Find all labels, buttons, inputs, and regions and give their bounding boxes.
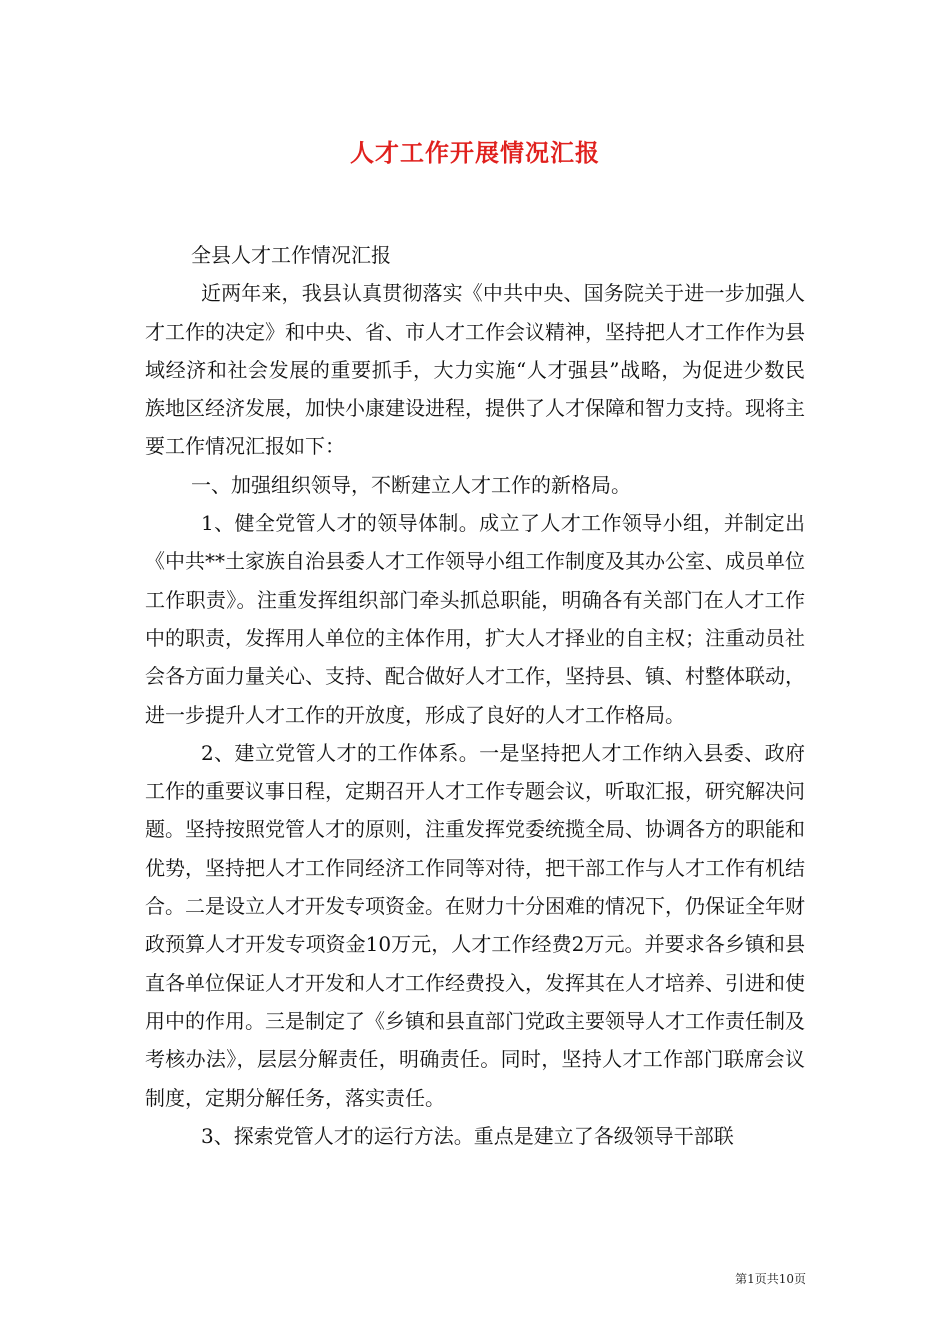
item-paragraph-1: 1、健全党管人才的领导体制。成立了人才工作领导小组，并制定出《中共**土家族自治县委人才工作领导小组工作制度及其办公室、成员单位工作职责》。注重发挥组织部门牵头抓总职能，明确各有关部门在人才工作中的职责，发挥用人单位的主体作用，扩大人才择业的自主权；注重动员社会各方面力量关心、支持、配合做好人才工作，坚持县、镇、村整体联动，进一步提升人才工作的开放度，形成了良好的人才工作格局。	[145, 511, 805, 727]
item-paragraph-3: 3、探索党管人才的运行方法。重点是建立了各级领导干部联	[201, 1123, 734, 1148]
document-title: 人才工作开展情况汇报	[350, 138, 600, 167]
section-heading-1: 一、加强组织领导，不断建立人才工作的新格局。	[191, 472, 631, 497]
subtitle-paragraph: 全县人才工作情况汇报	[191, 243, 391, 267]
document-body	[145, 236, 805, 1155]
item-paragraph-2: 2、建立党管人才的工作体系。一是坚持把人才工作纳入县委、政府工作的重要议事日程，定期召开人才工作专题会议，听取汇报，研究解决问题。坚持按照党管人才的原则，注重发挥党委统揽全局、协调各方的职能和优势，坚持把人才工作同经济工作同等对待，把干部工作与人才工作有机结合。二是设立人才开发专项资金。在财力十分困难的情况下，仍保证全年财政预算人才开发专项资金10万元，人才工作经费2万元。并要求各乡镇和县直各单位保证人才开发和人才工作经费投入，发挥其在人才培养、引进和使用中的作用。三是制定了《乡镇和县直部门党政主要领导人才工作责任制及考核办法》，层层分解责任，明确责任。同时，坚持人才工作部门联席会议制度，定期分解任务，落实责任。	[145, 740, 805, 1110]
intro-paragraph: 近两年来，我县认真贯彻落实《中共中央、国务院关于进一步加强人才工作的决定》和中央、省、市人才工作会议精神，坚持把人才工作作为县域经济和社会发展的重要抓手，大力实施“人才强县”战略，为促进少数民族地区经济发展，加快小康建设进程，提供了人才保障和智力支持。现将主要工作情况汇报如下：	[145, 281, 805, 459]
page-footer: 第1页共10页	[735, 1272, 806, 1286]
